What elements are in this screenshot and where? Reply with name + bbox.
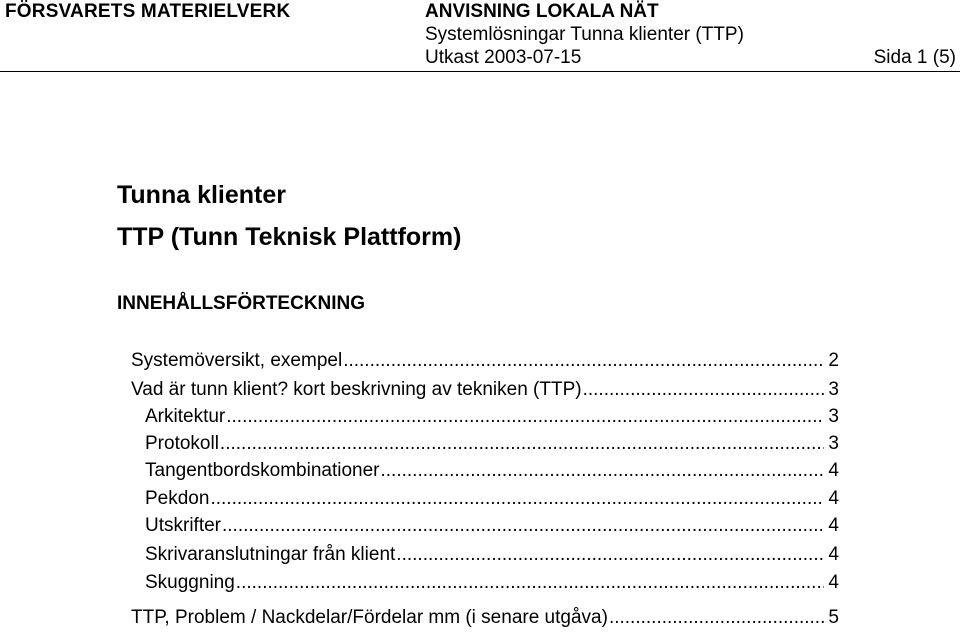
- toc-entry[interactable]: [145, 544, 839, 570]
- toc-dot-leader: [583, 379, 825, 401]
- toc-entry[interactable]: [145, 460, 839, 486]
- toc-entry-page: 5: [828, 607, 839, 628]
- toc-dot-leader: [236, 572, 825, 594]
- toc-entry-label: Protokoll: [145, 433, 219, 454]
- document-title: Tunna klienter: [117, 181, 287, 209]
- toc-dot-leader: [396, 544, 824, 566]
- toc-entry-page: 4: [828, 488, 839, 509]
- toc-entry-page: 4: [828, 460, 839, 481]
- toc-entry-label: TTP, Problem / Nackdelar/Fördelar mm (i senare utgåva): [131, 607, 608, 628]
- toc-entry[interactable]: [131, 607, 839, 633]
- toc-entry-label: Vad är tunn klient? kort beskrivning av tekniken (TTP): [131, 379, 582, 400]
- toc-dot-leader: [226, 406, 824, 428]
- toc-entry[interactable]: [145, 572, 839, 598]
- document-subtitle: Systemlösningar Tunna klienter (TTP): [425, 24, 744, 45]
- toc-dot-leader: [381, 460, 825, 482]
- toc-dot-leader: [609, 607, 824, 629]
- toc-entry[interactable]: [145, 406, 839, 432]
- toc-entry[interactable]: [131, 350, 839, 376]
- toc-entry[interactable]: [145, 488, 839, 514]
- toc-entry-page: 4: [828, 544, 839, 565]
- toc-entry-page: 4: [828, 515, 839, 536]
- toc-heading: INNEHÅLLSFÖRTECKNING: [117, 293, 366, 314]
- draft-date: Utkast 2003-07-15: [425, 47, 582, 68]
- document-title-subtitle: TTP (Tunn Teknisk Plattform): [117, 223, 462, 251]
- toc-entry[interactable]: [145, 433, 839, 459]
- toc-entry-page: 3: [828, 379, 839, 400]
- toc-entry-label: Systemöversikt, exempel: [131, 350, 343, 371]
- toc-entry[interactable]: [145, 515, 839, 541]
- toc-entry-label: Skuggning: [145, 572, 235, 593]
- toc-entry-label: Utskrifter: [145, 515, 221, 536]
- toc-entry-label: Tangentbordskombinationer: [145, 460, 380, 481]
- toc-entry-page: 4: [828, 572, 839, 593]
- toc-entry-label: Pekdon: [145, 488, 210, 509]
- toc-entry-page: 3: [828, 433, 839, 454]
- toc-entry-page: 3: [828, 406, 839, 427]
- toc-dot-leader: [343, 350, 824, 372]
- toc-entry-label: Arkitektur: [145, 406, 226, 427]
- toc-dot-leader: [210, 488, 824, 510]
- toc-entry-page: 2: [828, 350, 839, 371]
- header-divider: [0, 71, 960, 72]
- page-header: [0, 0, 960, 72]
- toc-entry[interactable]: [131, 379, 839, 405]
- page-number: Sida 1 (5): [873, 47, 956, 68]
- organization-name: FÖRSVARETS MATERIELVERK: [5, 1, 291, 22]
- toc-dot-leader: [222, 515, 824, 537]
- document-type: ANVISNING LOKALA NÄT: [425, 1, 659, 22]
- toc-entry-label: Skrivaranslutningar från klient: [145, 544, 396, 565]
- toc-dot-leader: [220, 433, 825, 455]
